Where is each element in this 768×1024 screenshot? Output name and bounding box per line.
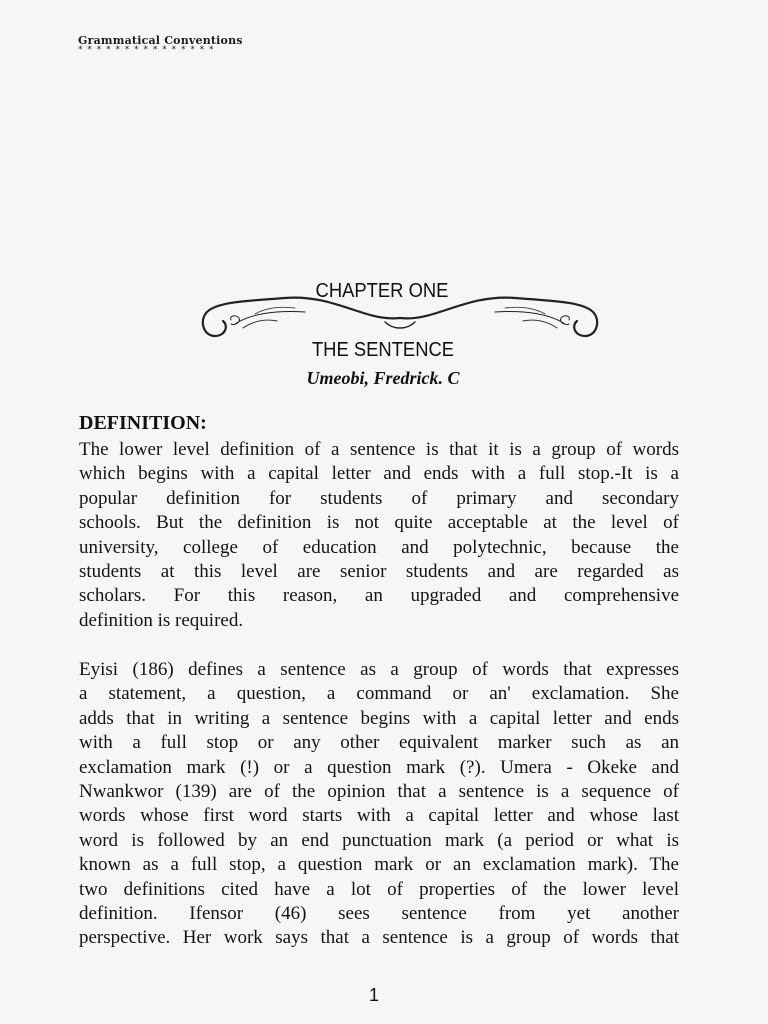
text-line: Nwankwor (139) are of the opinion that a sentence is a sequence of [79,781,679,803]
text-line: popular definition for students of primary and secondary [79,487,679,509]
text-line: schools. But the definition is not quite acceptable at the level of [79,512,679,534]
running-head-title: Grammatical Conventions [78,34,243,47]
chapter-label: CHAPTER ONE [315,280,449,302]
text-line: definition. Ifensor (46) sees sentence from yet another [79,903,679,925]
section-heading: DEFINITION: [79,412,207,434]
running-head-stars: * * * * * * * * * * * * * * * [78,45,215,55]
text-line: adds that in writing a sentence begins with a capital letter and ends [79,707,679,729]
text-line: The lower level definition of a sentence is that it is a group of words [79,439,679,460]
definition-paragraph-1 [79,438,679,633]
text-line: two definitions cited have a lot of properties of the lower level [79,878,679,900]
chapter-title: THE SENTENCE [311,339,455,361]
text-line: known as a full stop, a question mark or an exclamation mark). The [79,854,679,876]
text-line: with a full stop or any other equivalent marker such as an [79,732,679,754]
text-line: exclamation mark (!) or a question mark (?). Umera - Okeke and [79,756,679,778]
text-line: university, college of education and polytechnic, because the [79,536,679,558]
text-line: Eyisi (186) defines a sentence as a group of words that expresses [79,659,679,680]
page-number: 1 [368,985,379,1005]
text-line: word is followed by an end punctuation mark (a period or what is [79,829,679,851]
text-line: scholars. For this reason, an upgraded and comprehensive [79,585,679,607]
text-line: definition is required. [79,609,244,631]
definition-paragraph-2 [79,658,679,951]
text-line: words whose first word starts with a capital letter and whose last [79,805,679,827]
text-line: students at this level are senior students and are regarded as [79,561,679,583]
author-name: Umeobi, Fredrick. C [306,368,460,388]
text-line: a statement, a question, a command or an' exclamation. She [79,683,679,705]
text-line: perspective. Her work says that a sentence is a group of words that [79,927,679,949]
text-line: which begins with a capital letter and ends with a full stop.-It is a [79,463,679,485]
